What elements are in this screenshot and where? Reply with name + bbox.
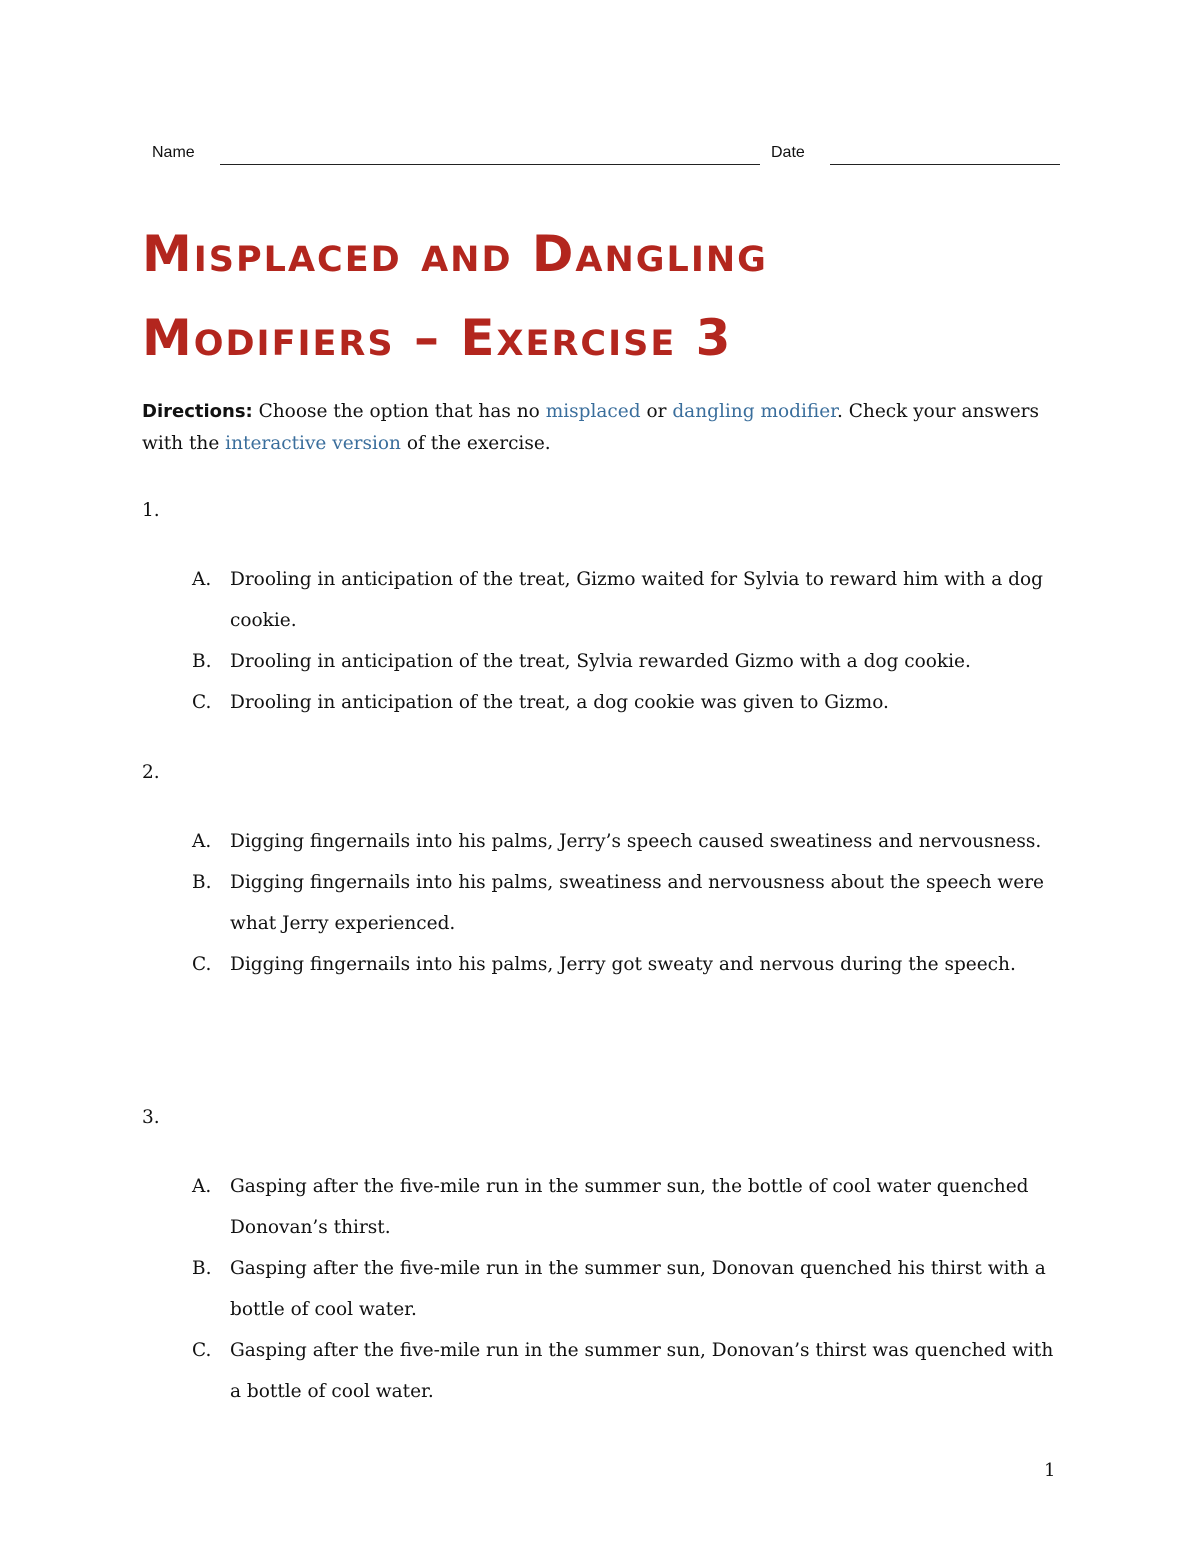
directions-lead: Directions: <box>142 401 253 422</box>
question-number: 2. <box>142 762 160 783</box>
name-field-line[interactable] <box>220 164 760 165</box>
option-letter: A. <box>192 1176 212 1197</box>
option-text: Digging fingernails into his palms, sweatiness and nervousness about the speech were what Jerry experienced. <box>230 872 1044 934</box>
option-text: Drooling in anticipation of the treat, Sylvia rewarded Gizmo with a dog cookie. <box>230 651 971 672</box>
option-letter: B. <box>192 872 212 893</box>
option-a[interactable] <box>192 1166 1062 1248</box>
option-a[interactable] <box>192 821 1062 862</box>
option-c[interactable] <box>192 682 1062 723</box>
option-text: Drooling in anticipation of the treat, a dog cookie was given to Gizmo. <box>230 692 889 713</box>
name-date-row <box>152 140 1060 168</box>
option-list <box>192 559 1062 723</box>
title-line-1: Misplaced and Dangling <box>142 225 768 283</box>
option-letter: A. <box>192 569 212 590</box>
option-letter: B. <box>192 1258 212 1279</box>
option-text: Digging fingernails into his palms, Jerry got sweaty and nervous during the speech. <box>230 954 1016 975</box>
directions-text-3: . Check your answers with the <box>142 401 1040 454</box>
option-b[interactable] <box>192 641 1062 682</box>
option-text: Gasping after the five-mile run in the summer sun, the bottle of cool water quenched Donovan’s thirst. <box>230 1176 1029 1238</box>
option-list <box>192 821 1062 985</box>
option-letter: A. <box>192 831 212 852</box>
option-c[interactable] <box>192 1330 1062 1412</box>
directions-paragraph <box>142 396 1052 460</box>
date-field-line[interactable] <box>830 164 1060 165</box>
option-a[interactable] <box>192 559 1062 641</box>
option-letter: C. <box>192 954 212 975</box>
interactive-version-link[interactable]: interactive version <box>225 433 401 454</box>
option-letter: B. <box>192 651 212 672</box>
option-text: Gasping after the five-mile run in the summer sun, Donovan’s thirst was quenched with a bottle of cool water. <box>230 1340 1054 1402</box>
directions-text-1: Choose the option that has no <box>252 401 546 422</box>
option-c[interactable] <box>192 944 1062 985</box>
directions-text-2: or <box>640 401 673 422</box>
option-b[interactable] <box>192 862 1062 944</box>
misplaced-link[interactable]: misplaced <box>545 401 641 422</box>
directions-text-4: of the exercise. <box>400 433 551 454</box>
question-number: 1. <box>142 500 160 521</box>
option-b[interactable] <box>192 1248 1062 1330</box>
page-title <box>142 212 1042 380</box>
option-text: Drooling in anticipation of the treat, Gizmo waited for Sylvia to reward him with a dog cookie. <box>230 569 1043 631</box>
option-list <box>192 1166 1062 1412</box>
option-text: Digging fingernails into his palms, Jerry’s speech caused sweatiness and nervousness. <box>230 831 1042 852</box>
date-label: Date <box>771 144 805 161</box>
name-label: Name <box>152 144 195 161</box>
option-letter: C. <box>192 692 212 713</box>
page-number: 1 <box>1044 1460 1056 1481</box>
title-line-2: Modifiers – Exercise 3 <box>142 309 733 367</box>
option-letter: C. <box>192 1340 212 1361</box>
dangling-modifier-link[interactable]: dangling modifier <box>672 401 837 422</box>
question-number: 3. <box>142 1107 160 1128</box>
option-text: Gasping after the five-mile run in the summer sun, Donovan quenched his thirst with a bottle of cool water. <box>230 1258 1046 1320</box>
